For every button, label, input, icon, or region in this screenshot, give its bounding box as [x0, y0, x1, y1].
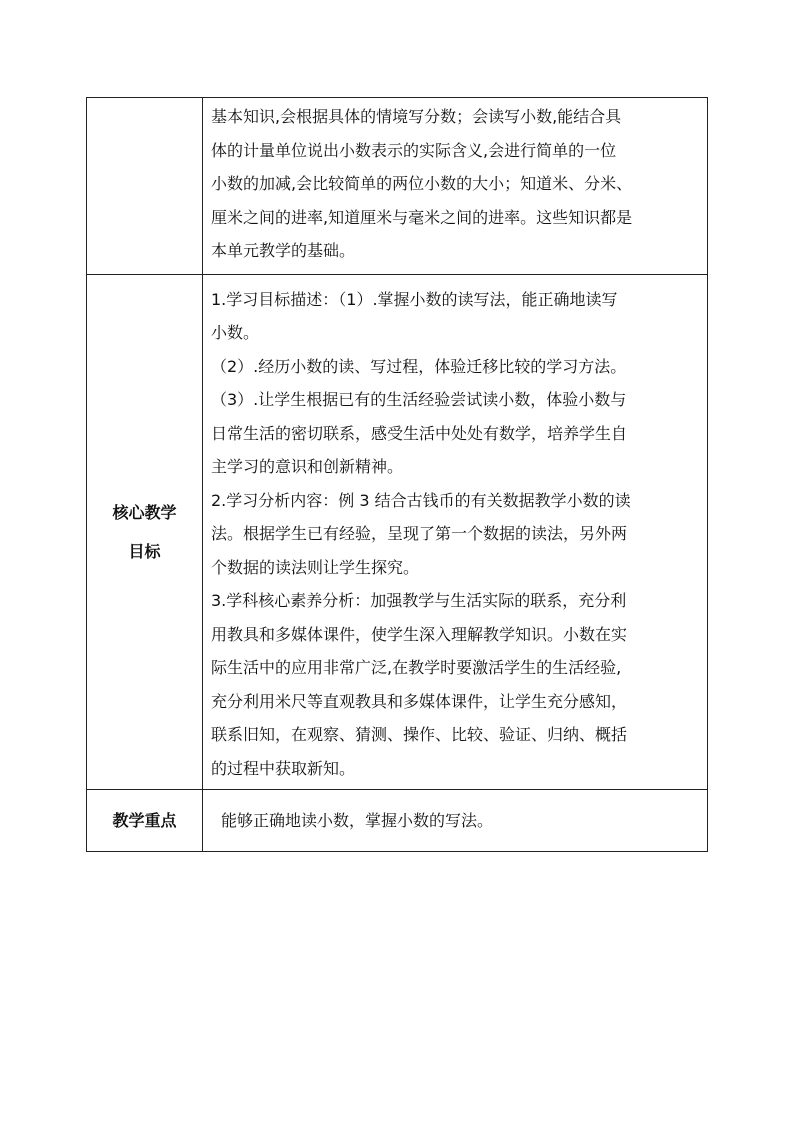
- row-label-empty: [87, 98, 203, 275]
- row-label-core-objectives: [87, 274, 203, 790]
- table-row-core-objectives: [87, 274, 708, 790]
- text-line: 联系旧知，在观察、猜测、操作、比较、验证、归纳、概括: [211, 725, 628, 744]
- text-line: 基本知识,会根据具体的情境写分数；会读写小数,能结合具: [211, 107, 622, 126]
- text-line: （2）.经历小数的读、写过程，体验迁移比较的学习方法。: [211, 356, 627, 376]
- text-line: 厘米之间的进率,知道厘米与毫米之间的进率。这些知识都是: [211, 207, 633, 227]
- row-label-key-points: 教学重点: [87, 790, 203, 852]
- table-row-background: [87, 98, 708, 275]
- text-line: 2.学习分析内容：例 3 结合古钱币的有关数据教学小数的读: [211, 490, 631, 510]
- text-line: 体的计量单位说出小数表示的实际含义,会进行简单的一位: [211, 140, 617, 160]
- text-line: 日常生活的密切联系，感受生活中处处有数学，培养学生自: [211, 423, 628, 443]
- key-points-cell: 能够正确地读小数，掌握小数的写法。: [203, 790, 708, 852]
- text-line: 本单元教学的基础。: [211, 241, 356, 260]
- text-line: 小数。: [211, 323, 260, 342]
- text-line: 的过程中获取新知。: [211, 758, 356, 778]
- text-line: 际生活中的应用非常广泛,在教学时要激活学生的生活经验,: [211, 658, 622, 677]
- label-line: 目标: [128, 541, 161, 561]
- text-line: 1.学习目标描述：（1）.掌握小数的读写法，能正确地读写: [211, 289, 618, 309]
- text-line: 小数的加减,会比较简单的两位小数的大小；知道米、分米、: [211, 174, 633, 193]
- table-row-key-points: [87, 790, 708, 852]
- text-line: 主学习的意识和创新精神。: [211, 457, 404, 476]
- text-line: 用教具和多媒体课件，使学生深入理解教学知识。小数在实: [211, 624, 628, 644]
- text-line: 法。根据学生已有经验，呈现了第一个数据的读法，另外两: [211, 524, 628, 543]
- text-line: （3）.让学生根据已有的生活经验尝试读小数，体验小数与: [211, 390, 627, 409]
- core-objectives-cell: [203, 274, 708, 790]
- label-line: 核心教学: [112, 502, 177, 522]
- text-line: 3.学科核心素养分析：加强教学与生活实际的联系，充分利: [211, 591, 627, 610]
- background-knowledge-cell: [203, 98, 708, 275]
- lesson-plan-table: [86, 97, 708, 852]
- text-line: 个数据的读法则让学生探究。: [211, 557, 420, 577]
- text-line: 充分利用米尺等直观教具和多媒体课件，让学生充分感知，: [211, 691, 628, 711]
